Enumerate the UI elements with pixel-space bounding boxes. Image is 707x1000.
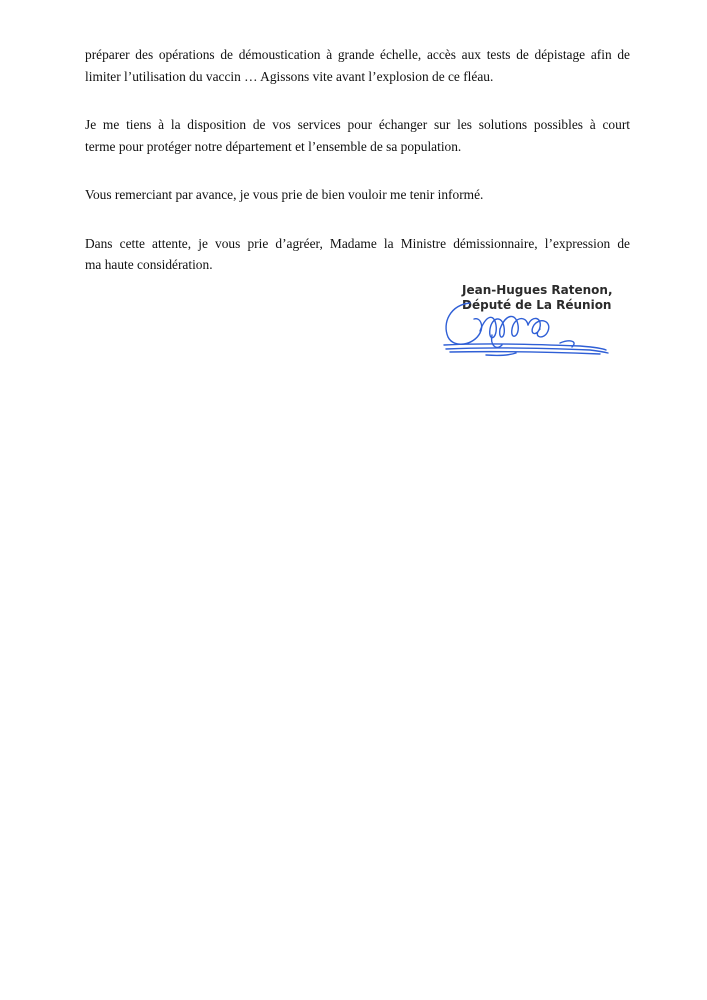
paragraph-salutation <box>85 233 630 276</box>
paragraph-line: limiter l’utilisation du vaccin … Agissons vite avant l’explosion de ce fléau. <box>85 68 494 84</box>
handwritten-signature <box>440 295 615 360</box>
paragraph-availability <box>85 114 630 157</box>
paragraph-closing-actions <box>85 44 630 87</box>
signatory-title: Député de La Réunion <box>462 298 612 312</box>
paragraph-line: ma haute considération. <box>85 257 213 272</box>
paragraph-line: Je me tiens à la disposition de vos services pour échanger sur les solutions possibles à court <box>85 117 630 132</box>
paragraph-line: terme pour protéger notre département et l’ensemble de sa population. <box>85 138 462 154</box>
signature-block <box>440 280 640 360</box>
paragraph-line: Vous remerciant par avance, je vous prie de bien vouloir me tenir informé. <box>85 187 484 202</box>
paragraph-thanks <box>85 184 630 206</box>
letter-body <box>85 44 630 303</box>
signatory-name: Jean-Hugues Ratenon, <box>462 283 613 297</box>
paragraph-line: préparer des opérations de démoustication à grande échelle, accès aux tests de dépistage afin de <box>85 47 630 62</box>
paragraph-line: Dans cette attente, je vous prie d’agréer, Madame la Ministre démissionnaire, l’expression de <box>85 235 630 251</box>
